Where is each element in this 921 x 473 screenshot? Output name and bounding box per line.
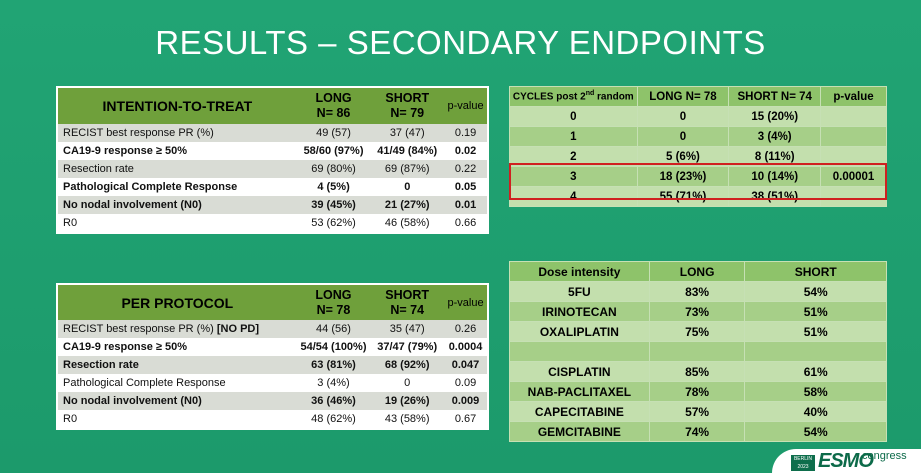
- table-row: [510, 342, 887, 362]
- table-row: Pathological Complete Response 3 (4%) 0 0.09: [57, 374, 488, 392]
- table-row: NAB-PACLITAXEL 78% 58%: [510, 382, 887, 402]
- table-row: RECIST best response PR (%) 49 (57) 37 (47) 0.19: [57, 124, 488, 142]
- itt-header-short: SHORT N= 79: [370, 87, 444, 124]
- table-row: OXALIPLATIN 75% 51%: [510, 322, 887, 342]
- pp-header-title: PER PROTOCOL: [57, 284, 297, 320]
- itt-header-pvalue: p-value: [444, 87, 488, 124]
- itt-header-long: LONG N= 86: [297, 87, 371, 124]
- highlight-box: [509, 163, 887, 200]
- table-row: R0 48 (62%) 43 (58%) 0.67: [57, 410, 488, 429]
- table-row: CA19-9 response ≥ 50% 54/54 (100%) 37/47 (79%) 0.0004: [57, 338, 488, 356]
- pp-table: [56, 283, 489, 430]
- berlin-badge: BERLIN 2023: [791, 455, 815, 471]
- dose-header-short: SHORT: [745, 262, 887, 282]
- cycles-header-long: LONG N= 78: [637, 87, 729, 107]
- cycles-header-short: SHORT N= 74: [729, 87, 821, 107]
- table-row: Resection rate 63 (81%) 68 (92%) 0.047: [57, 356, 488, 374]
- itt-header-row: [57, 87, 488, 124]
- table-row: IRINOTECAN 73% 51%: [510, 302, 887, 322]
- table-row: RECIST best response PR (%) [NO PD] 44 (56) 35 (47) 0.26: [57, 320, 488, 338]
- pp-header-long: LONG N= 78: [297, 284, 371, 320]
- table-row: 0 0 15 (20%): [510, 107, 887, 127]
- table-row: CISPLATIN 85% 61%: [510, 362, 887, 382]
- dose-header-row: [510, 262, 887, 282]
- itt-table: [56, 86, 489, 234]
- itt-header-title: INTENTION-TO-TREAT: [57, 87, 297, 124]
- cycles-header-pvalue: p-value: [821, 87, 887, 107]
- table-row: CA19-9 response ≥ 50% 58/60 (97%) 41/49 (84%) 0.02: [57, 142, 488, 160]
- table-row: Resection rate 69 (80%) 69 (87%) 0.22: [57, 160, 488, 178]
- pp-header-short: SHORT N= 74: [370, 284, 444, 320]
- dose-header-long: LONG: [649, 262, 745, 282]
- congress-label: congress: [862, 450, 907, 462]
- dose-intensity-table: [509, 261, 887, 442]
- table-row: 3 18 (23%) 10 (14%) 0.00001: [510, 167, 887, 187]
- dose-header-title: Dose intensity: [510, 262, 650, 282]
- table-row: 1 0 3 (4%): [510, 127, 887, 147]
- table-row: GEMCITABINE 74% 54%: [510, 422, 887, 442]
- esmo-logo: ESMO: [818, 450, 873, 472]
- pp-header-row: [57, 284, 488, 320]
- table-row: 2 5 (6%) 8 (11%): [510, 147, 887, 167]
- cycles-header-row: [510, 87, 887, 107]
- table-row: 4 55 (71%) 38 (51%): [510, 187, 887, 207]
- slide-title: RESULTS – SECONDARY ENDPOINTS: [155, 24, 766, 61]
- table-row: 5FU 83% 54%: [510, 282, 887, 302]
- table-row: No nodal involvement (N0) 39 (45%) 21 (27%) 0.01: [57, 196, 488, 214]
- cycles-header-label: CYCLES post 2nd random: [510, 87, 638, 107]
- table-row: CAPECITABINE 57% 40%: [510, 402, 887, 422]
- table-row: R0 53 (62%) 46 (58%) 0.66: [57, 214, 488, 233]
- table-row: No nodal involvement (N0) 36 (46%) 19 (26%) 0.009: [57, 392, 488, 410]
- pp-header-pvalue: p-value: [444, 284, 488, 320]
- table-row: Pathological Complete Response 4 (5%) 0 0.05: [57, 178, 488, 196]
